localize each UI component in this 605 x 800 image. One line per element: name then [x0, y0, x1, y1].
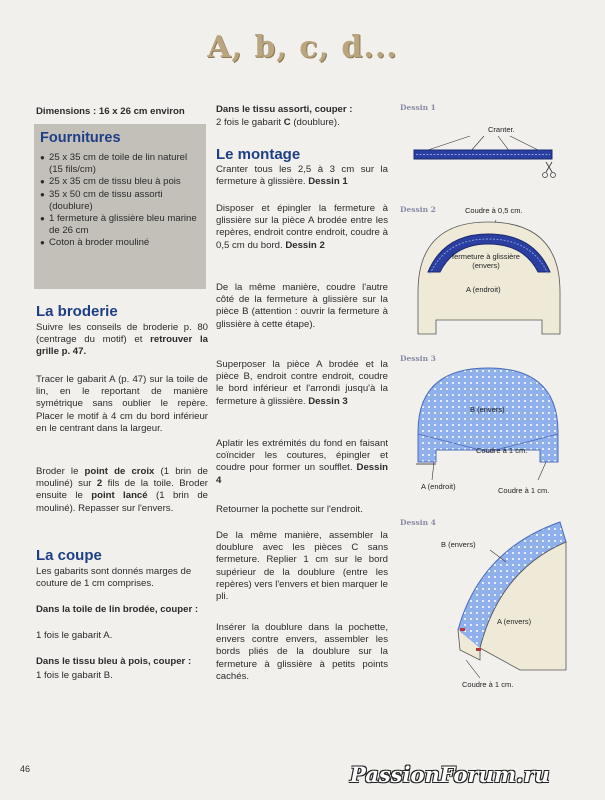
dessin-3-coudre-1: Coudre à 1 cm.: [476, 446, 528, 455]
dessin-2-label: Dessin 2: [400, 205, 436, 214]
dessin-3-a: A (endroit): [421, 482, 456, 491]
fournitures-heading: Fournitures: [40, 130, 121, 146]
dessin-4-coudre: Coudre à 1 cm.: [462, 680, 514, 689]
list-item: ● 25 x 35 cm de tissu bleu à pois: [40, 176, 200, 188]
montage-step-7: De la même manière, assembler la doublure avec les pièces C sans fermeture. Replier 1 cm sur le bord supérieur de la doublure (entre les repères) vers l'envers et bien marquer le pli.: [216, 530, 388, 603]
coupe-lin-heading: Dans la toile de lin brodée, couper :: [36, 604, 199, 615]
fournitures-list: [40, 152, 200, 250]
dessin-1-cranter: Cranter.: [488, 125, 515, 134]
dessin-2-zip-label: fermeture à glissière (envers): [452, 252, 520, 270]
dessin-3-label: Dessin 3: [400, 354, 436, 363]
montage-heading: Le montage: [216, 146, 301, 163]
broderie-points: Broder le point de croix (1 brin de mouliné) sur 2 fils de la toile. Broder ensuite le point lancé (1 brin de mouliné). Repasser sur l'envers.: [36, 466, 209, 514]
dessin-1-zipper: [410, 118, 560, 184]
montage-step-2: Disposer et épingler la fermeture à glissière sur la pièce A brodée entre les repères, endroit contre endroit, coudre à 0,5 cm du bord. Dessin 2: [216, 203, 388, 251]
broderie-heading: La broderie: [36, 303, 118, 320]
coupe-heading: La coupe: [36, 547, 102, 564]
dimensions: Dimensions : 16 x 26 cm environ: [36, 106, 185, 117]
montage-step-5: Aplatir les extrémités du fond en faisant coïncider les coutures, épingler et coudre pour former un soufflet. Dessin 4: [216, 438, 388, 486]
montage-step-6: Retourner la pochette sur l'endroit.: [216, 504, 363, 515]
dessin-4-label: Dessin 4: [400, 518, 436, 527]
dessin-2-shape: [414, 212, 564, 342]
coupe-lin-value: 1 fois le gabarit A.: [36, 630, 113, 641]
page-title: A, b, c, d...: [207, 30, 398, 65]
page-number: 46: [20, 764, 31, 774]
dessin-4-a: A (envers): [497, 617, 532, 626]
dessin-4-b: B (envers): [441, 540, 476, 549]
montage-step-4: Superposer la pièce A brodée et la pièce B, endroit contre endroit, coudre le bord inférieur et l'arrondi jusqu'à la fermeture à glissière. Dessin 3: [216, 359, 388, 407]
montage-step-1: Cranter tous les 2,5 à 3 cm sur la fermeture à glissière. Dessin 1: [216, 164, 388, 188]
dessin-3-b: B (envers): [470, 405, 505, 414]
list-item: ● 35 x 50 cm de tissu assorti (doublure): [40, 189, 200, 213]
list-item: ● 1 fermeture à glissière bleu marine de 26 cm: [40, 213, 200, 237]
dessin-3-shape: [414, 362, 564, 482]
dessin-2-a: A (endroit): [466, 285, 501, 294]
montage-step-8: Insérer la doublure dans la pochette, envers contre envers, assembler les bords pliés de la doublure sur la fermeture à glissière à petits points cachés.: [216, 622, 388, 682]
dessin-2-coudre: Coudre à 0,5 cm.: [465, 206, 523, 215]
dessin-1-label: Dessin 1: [400, 103, 436, 112]
watermark: PassionForum.ru: [350, 762, 550, 787]
broderie-intro: Suivre les conseils de broderie p. 80 (centrage du motif) et retrouver la grille p. 47.: [36, 322, 208, 358]
coupe-bleu-value: 1 fois le gabarit B.: [36, 670, 113, 681]
fournitures-box: [34, 124, 206, 289]
broderie-gabarit: Tracer le gabarit A (p. 47) sur la toile de lin, en le reportant de manière symétrique sans oublier le repère. Placer le motif à 4 cm du bord inférieur en le centrant dans la largeur.: [36, 374, 208, 434]
montage-step-3: De la même manière, coudre l'autre côté de la fermeture à glissière sur la pièce B (attention : ouvrir la fermeture à glissière à cette étape).: [216, 282, 388, 330]
assorti-heading: Dans le tissu assorti, couper :: [216, 104, 353, 115]
coupe-intro: Les gabarits sont donnés marges de couture de 1 cm comprises.: [36, 566, 192, 590]
coupe-bleu-heading: Dans le tissu bleu à pois, couper :: [36, 656, 192, 667]
dessin-3-coudre-2: Coudre à 1 cm.: [498, 486, 550, 495]
list-item: ● Coton à broder mouliné: [40, 237, 200, 249]
assorti-value: 2 fois le gabarit C (doublure).: [216, 117, 340, 128]
list-item: ● 25 x 35 cm de toile de lin naturel (15 fils/cm): [40, 152, 200, 176]
